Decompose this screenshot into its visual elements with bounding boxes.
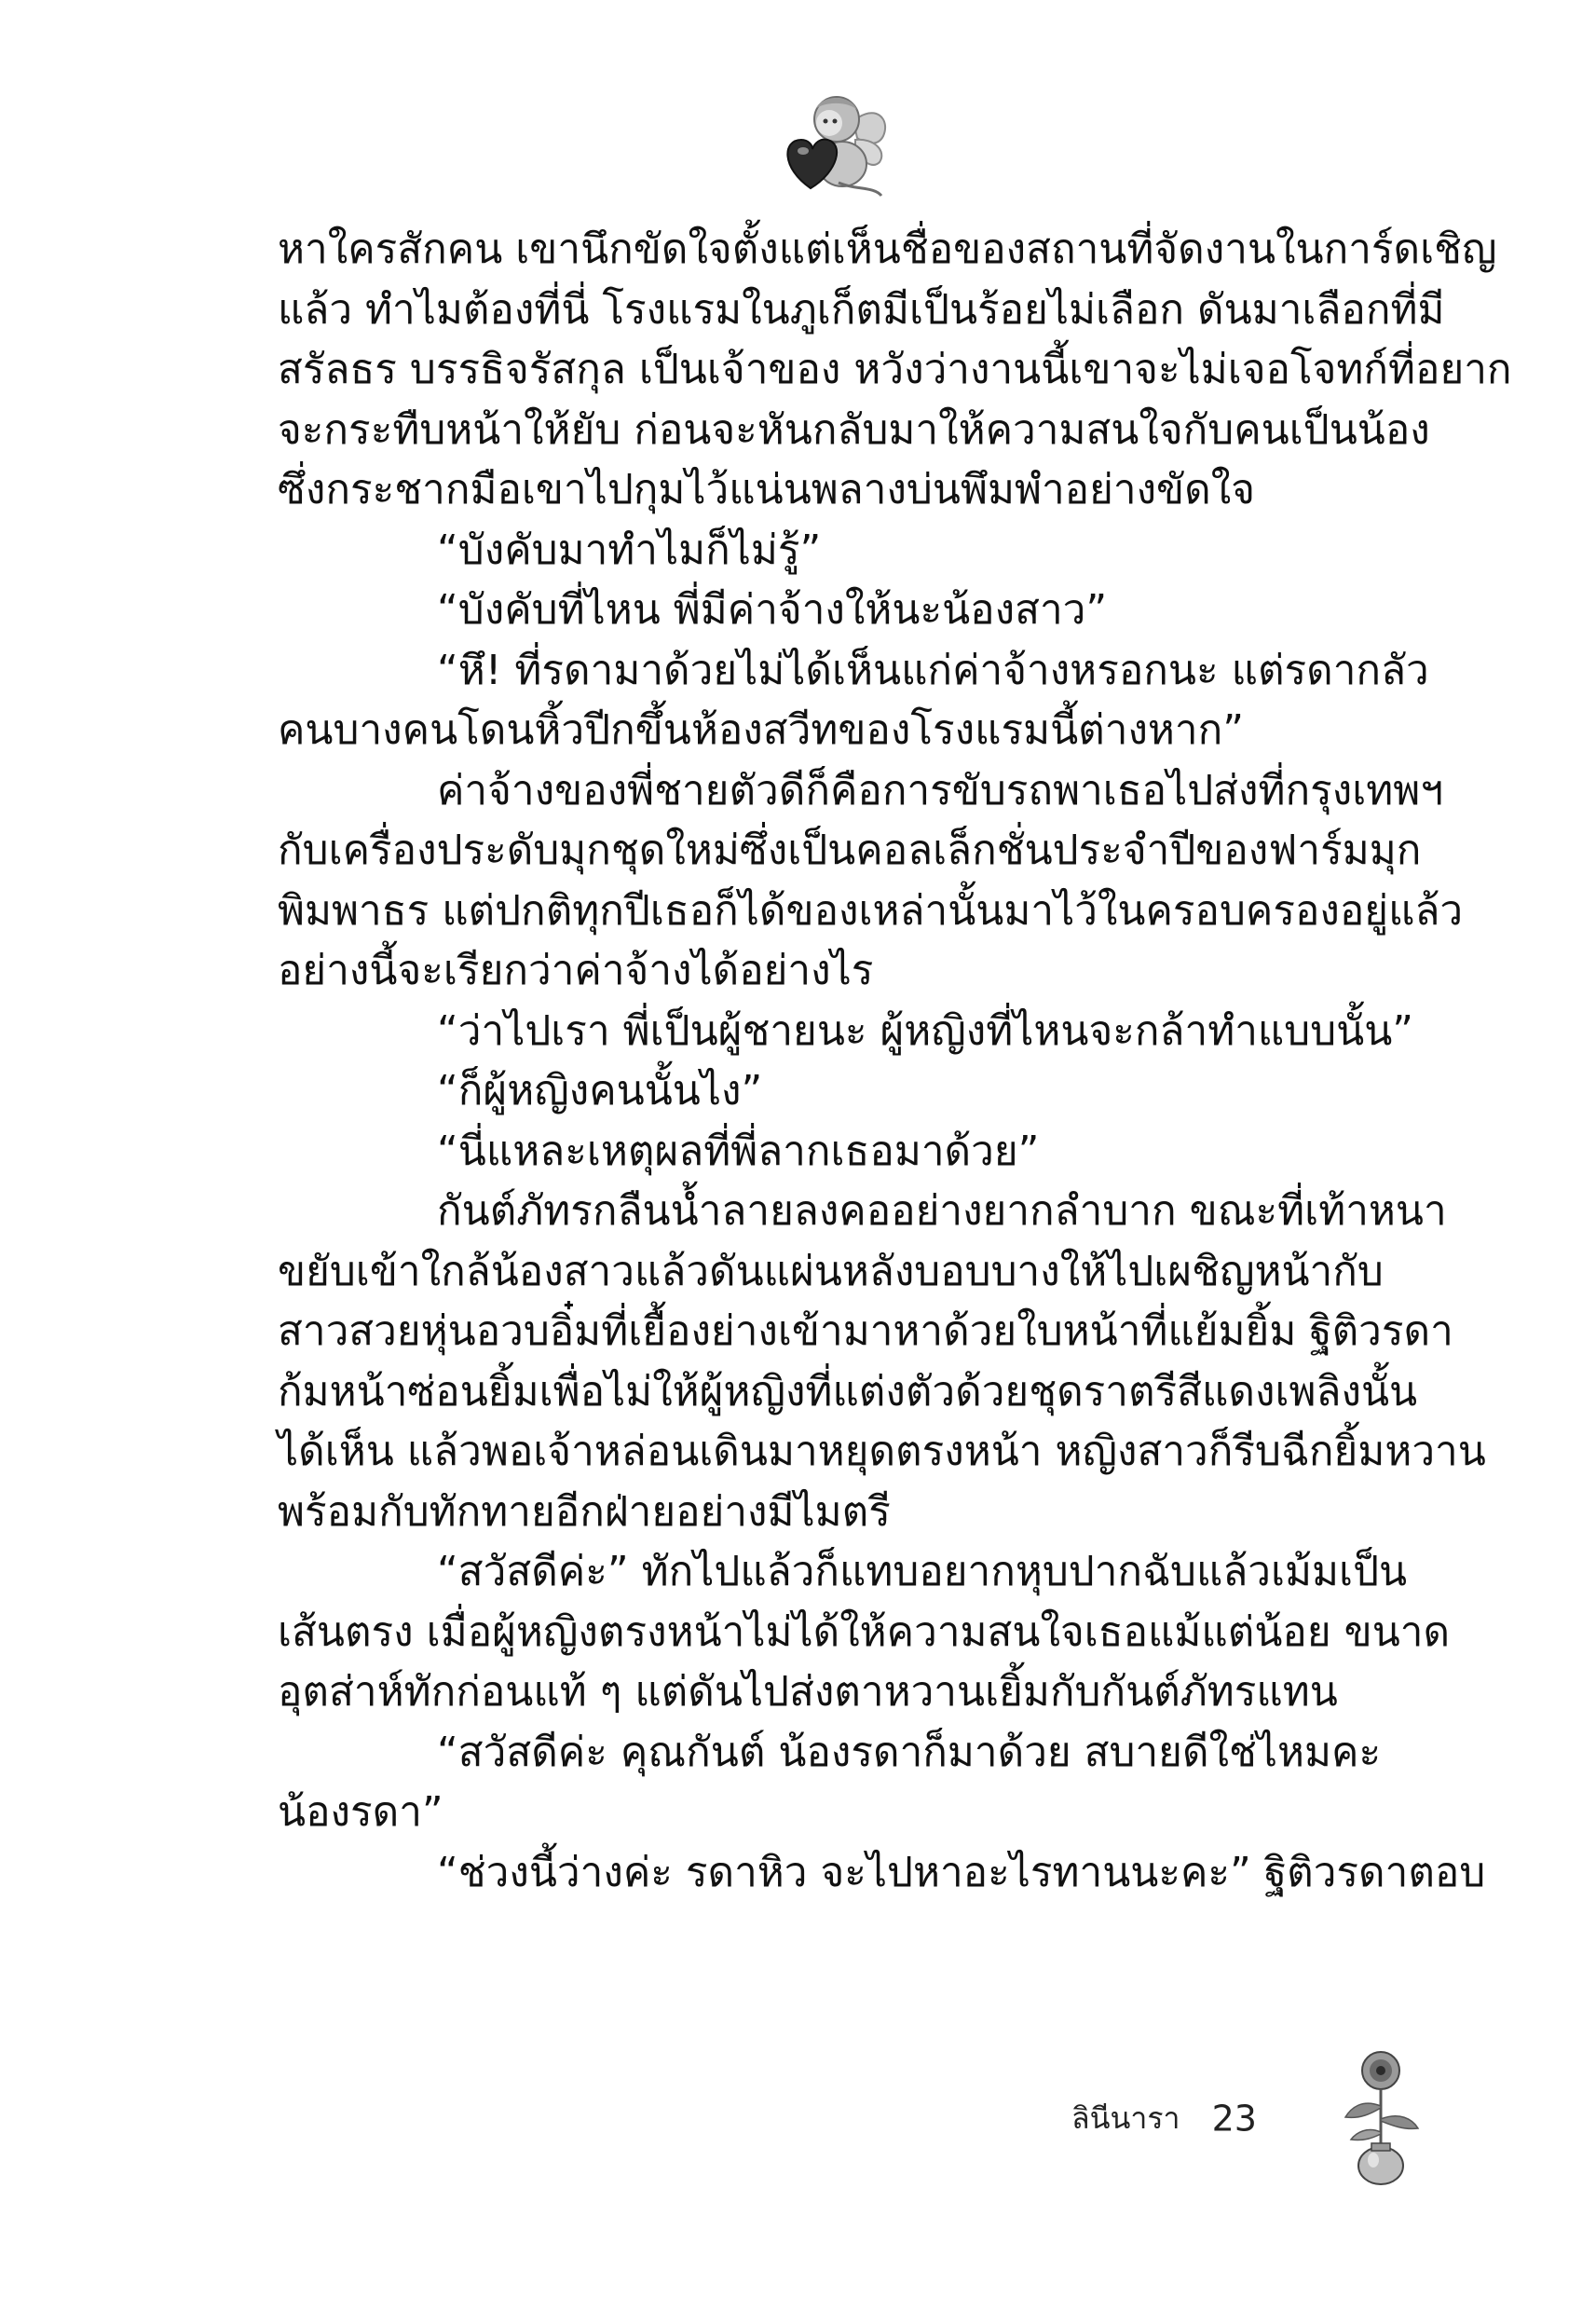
text-line: ได้เห็น แล้วพอเจ้าหล่อนเดินมาหยุดตรงหน้า หญิงสาวก็รีบฉีกยิ้มหวาน bbox=[278, 1428, 1486, 1475]
body-text bbox=[278, 220, 1512, 1903]
page-number: 23 bbox=[1211, 2098, 1257, 2140]
text-line: พร้อมกับทักทายอีกฝ่ายอย่างมีไมตรี bbox=[278, 1487, 891, 1536]
text-line: เส้นตรง เมื่อผู้หญิงตรงหน้าไม่ได้ให้ความสนใจเธอแม้แต่น้อย ขนาด bbox=[278, 1607, 1451, 1656]
dialogue-line: “ช่วงนี้ว่างค่ะ รดาหิว จะไปหาอะไรทานนะคะ” ฐิติวรดาตอบ bbox=[437, 1848, 1486, 1896]
dialogue-line: “นี่แหละเหตุผลที่พี่ลากเธอมาด้วย” bbox=[437, 1127, 1040, 1175]
text-line: กับเครื่องประดับมุกชุดใหม่ซึ่งเป็นคอลเล็กชั่นประจำปีของฟาร์มมุก bbox=[278, 827, 1422, 874]
cupid-heart-icon bbox=[771, 86, 893, 207]
dialogue-line: “ว่าไปเรา พี่เป็นผู้ชายนะ ผู้หญิงที่ไหนจะกล้าทำแบบนั้น” bbox=[437, 1006, 1414, 1055]
text-line: สรัลธร บรรธิจรัสกุล เป็นเจ้าของ หวังว่างานนี้เขาจะไม่เจอโจทก์ที่อยาก bbox=[278, 346, 1512, 393]
dialogue-line: “หึ! ที่รดามาด้วยไม่ได้เห็นแก่ค่าจ้างหรอกนะ แต่รดากลัว bbox=[437, 646, 1429, 694]
text-line: พิมพาธร แต่ปกติทุกปีเธอก็ได้ของเหล่านั้นมาไว้ในครอบครองอยู่แล้ว bbox=[278, 886, 1464, 935]
book-title: ลินีนารา bbox=[1071, 2100, 1180, 2136]
dialogue-line: “บังคับที่ไหน พี่มีค่าจ้างให้นะน้องสาว” bbox=[437, 586, 1108, 634]
dialogue-line: “บังคับมาทำไมก็ไม่รู้” bbox=[437, 526, 822, 574]
text-line: คนบางคนโดนหิ้วปีกขึ้นห้องสวีทของโรงแรมนี้ต่างหาก” bbox=[278, 706, 1245, 754]
page-footer bbox=[1071, 2095, 1257, 2151]
text-line: สาวสวยหุ่นอวบอิ๋มที่เยื้องย่างเข้ามาหาด้วยใบหน้าที่แย้มยิ้ม ฐิติวรดา bbox=[278, 1307, 1453, 1355]
paragraph-start: ค่าจ้างของพี่ชายตัวดีก็คือการขับรถพาเธอไปส่งที่กรุงเทพฯ bbox=[437, 766, 1444, 814]
text-line: อุตส่าห์ทักก่อนแท้ ๆ แต่ดันไปส่งตาหวานเยิ้มกับกันต์ภัทรแทน bbox=[278, 1668, 1338, 1716]
text-line: ซึ่งกระชากมือเขาไปกุมไว้แน่นพลางบ่นพึมพำอย่างขัดใจ bbox=[278, 466, 1255, 513]
flower-vase-icon bbox=[1334, 2046, 1427, 2186]
paragraph-start: กันต์ภัทรกลืนน้ำลายลงคออย่างยากลำบาก ขณะที่เท้าหนา bbox=[437, 1187, 1447, 1235]
dialogue-line: “สวัสดีค่ะ” ทักไปแล้วก็แทบอยากหุบปากฉับแล้วเม้มเป็น bbox=[437, 1548, 1408, 1595]
text-line: ก้มหน้าซ่อนยิ้มเพื่อไม่ให้ผู้หญิงที่แต่งตัวด้วยชุดราตรีสีแดงเพลิงนั้น bbox=[278, 1367, 1418, 1415]
text-line: น้องรดา” bbox=[278, 1788, 443, 1836]
text-line: แล้ว ทำไมต้องที่นี่ โรงแรมในภูเก็ตมีเป็นร้อยไม่เลือก ดันมาเลือกที่มี bbox=[278, 285, 1445, 334]
text-line: ขยับเข้าใกล้น้องสาวแล้วดันแผ่นหลังบอบบางให้ไปเผชิญหน้ากับ bbox=[278, 1247, 1384, 1295]
text-line: จะกระทืบหน้าให้ยับ ก่อนจะหันกลับมาให้ความสนใจกับคนเป็นน้อง bbox=[278, 405, 1430, 454]
text-line: อย่างนี้จะเรียกว่าค่าจ้างได้อย่างไร bbox=[278, 947, 874, 994]
dialogue-line: “สวัสดีค่ะ คุณกันต์ น้องรดาก็มาด้วย สบายดีใช่ไหมคะ bbox=[437, 1728, 1382, 1776]
dialogue-line: “ก็ผู้หญิงคนนั้นไง” bbox=[437, 1067, 763, 1114]
text-line: หาใครสักคน เขานึกขัดใจตั้งแต่เห็นชื่อของสถานที่จัดงานในการ์ดเชิญ bbox=[278, 226, 1497, 273]
